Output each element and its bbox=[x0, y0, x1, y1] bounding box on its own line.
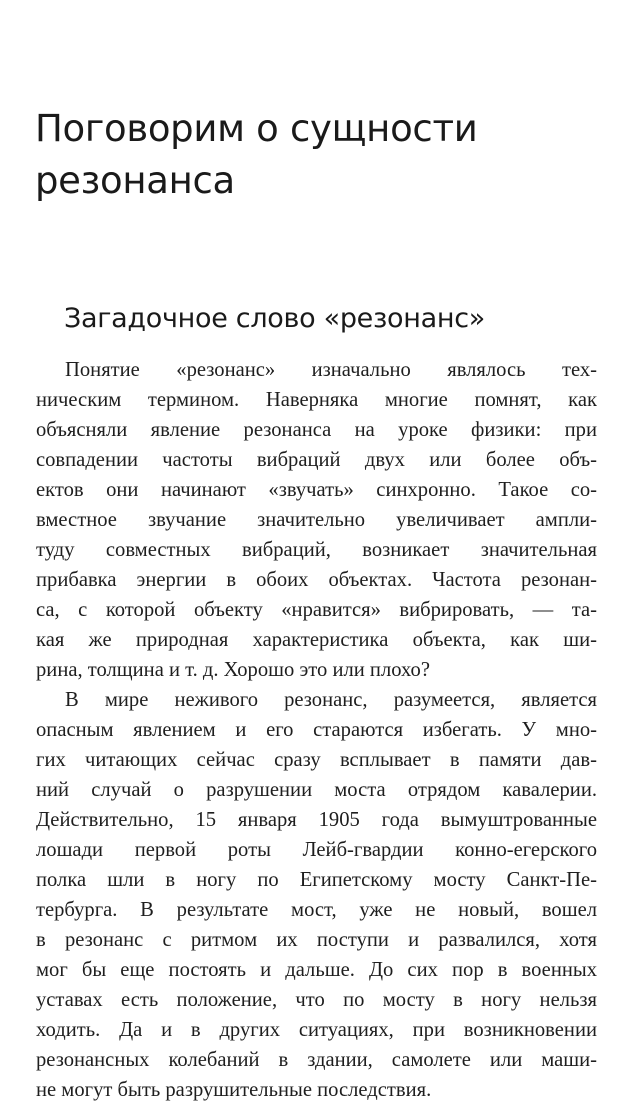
text-line: вместное звучание значительно увеличивает ампли- bbox=[36, 509, 597, 531]
text-line: мог бы еще постоять и дальше. До сих пор в военных bbox=[36, 959, 597, 981]
text-line: в резонанс с ритмом их поступи и развалился, хотя bbox=[36, 929, 597, 951]
text-line: объясняли явление резонанса на уроке физики: при bbox=[36, 419, 597, 441]
text-line: лошади первой роты Лейб-гвардии конно-егерского bbox=[36, 839, 597, 861]
text-line: ектов они начинают «звучать» синхронно. Такое со- bbox=[36, 479, 597, 501]
text-line: В мире неживого резонанс, разумеется, является bbox=[65, 689, 597, 711]
text-line: опасным явлением и его стараются избегать. У мно- bbox=[36, 719, 597, 741]
text-line: Действительно, 15 января 1905 года вымуштрованные bbox=[36, 809, 597, 831]
text-line: ходить. Да и в других ситуациях, при возникновении bbox=[36, 1019, 597, 1041]
text-line: кая же природная характеристика объекта, как ши- bbox=[36, 629, 597, 651]
text-line: туду совместных вибраций, возникает значительная bbox=[36, 539, 597, 561]
text-line: резонансных колебаний в здании, самолете или маши- bbox=[36, 1049, 597, 1071]
text-line: ническим термином. Наверняка многие помнят, как bbox=[36, 389, 597, 411]
chapter-title bbox=[35, 103, 595, 207]
text-line: полка шли в ногу по Египетскому мосту Санкт-Пе- bbox=[36, 869, 597, 891]
text-line: ний случай о разрушении моста отрядом кавалерии. bbox=[36, 779, 597, 801]
text-line: уставах есть положение, что по мосту в ногу нельзя bbox=[36, 989, 597, 1011]
paragraph-1 bbox=[36, 355, 597, 685]
body-text bbox=[36, 355, 597, 1105]
text-line: прибавка энергии в обоих объектах. Частота резонан- bbox=[36, 569, 597, 591]
text-line: Понятие «резонанс» изначально являлось тех- bbox=[65, 359, 597, 381]
text-line: рина, толщина и т. д. Хорошо это или плохо? bbox=[36, 659, 430, 681]
text-line: са, с которой объекту «нравится» вибрировать, — та- bbox=[36, 599, 597, 621]
chapter-title-line-1: Поговорим о сущности bbox=[35, 107, 478, 150]
chapter-title-line-2: резонанса bbox=[35, 159, 235, 202]
text-line: не могут быть разрушительные последствия. bbox=[36, 1079, 432, 1101]
text-line: гих читающих сейчас сразу всплывает в памяти дав- bbox=[36, 749, 597, 771]
text-line: тербурга. В результате мост, уже не новый, вошел bbox=[36, 899, 597, 921]
section-title: Загадочное слово «резонанс» bbox=[64, 303, 485, 334]
paragraph-2 bbox=[36, 685, 597, 1105]
text-line: совпадении частоты вибраций двух или более объ- bbox=[36, 449, 597, 471]
